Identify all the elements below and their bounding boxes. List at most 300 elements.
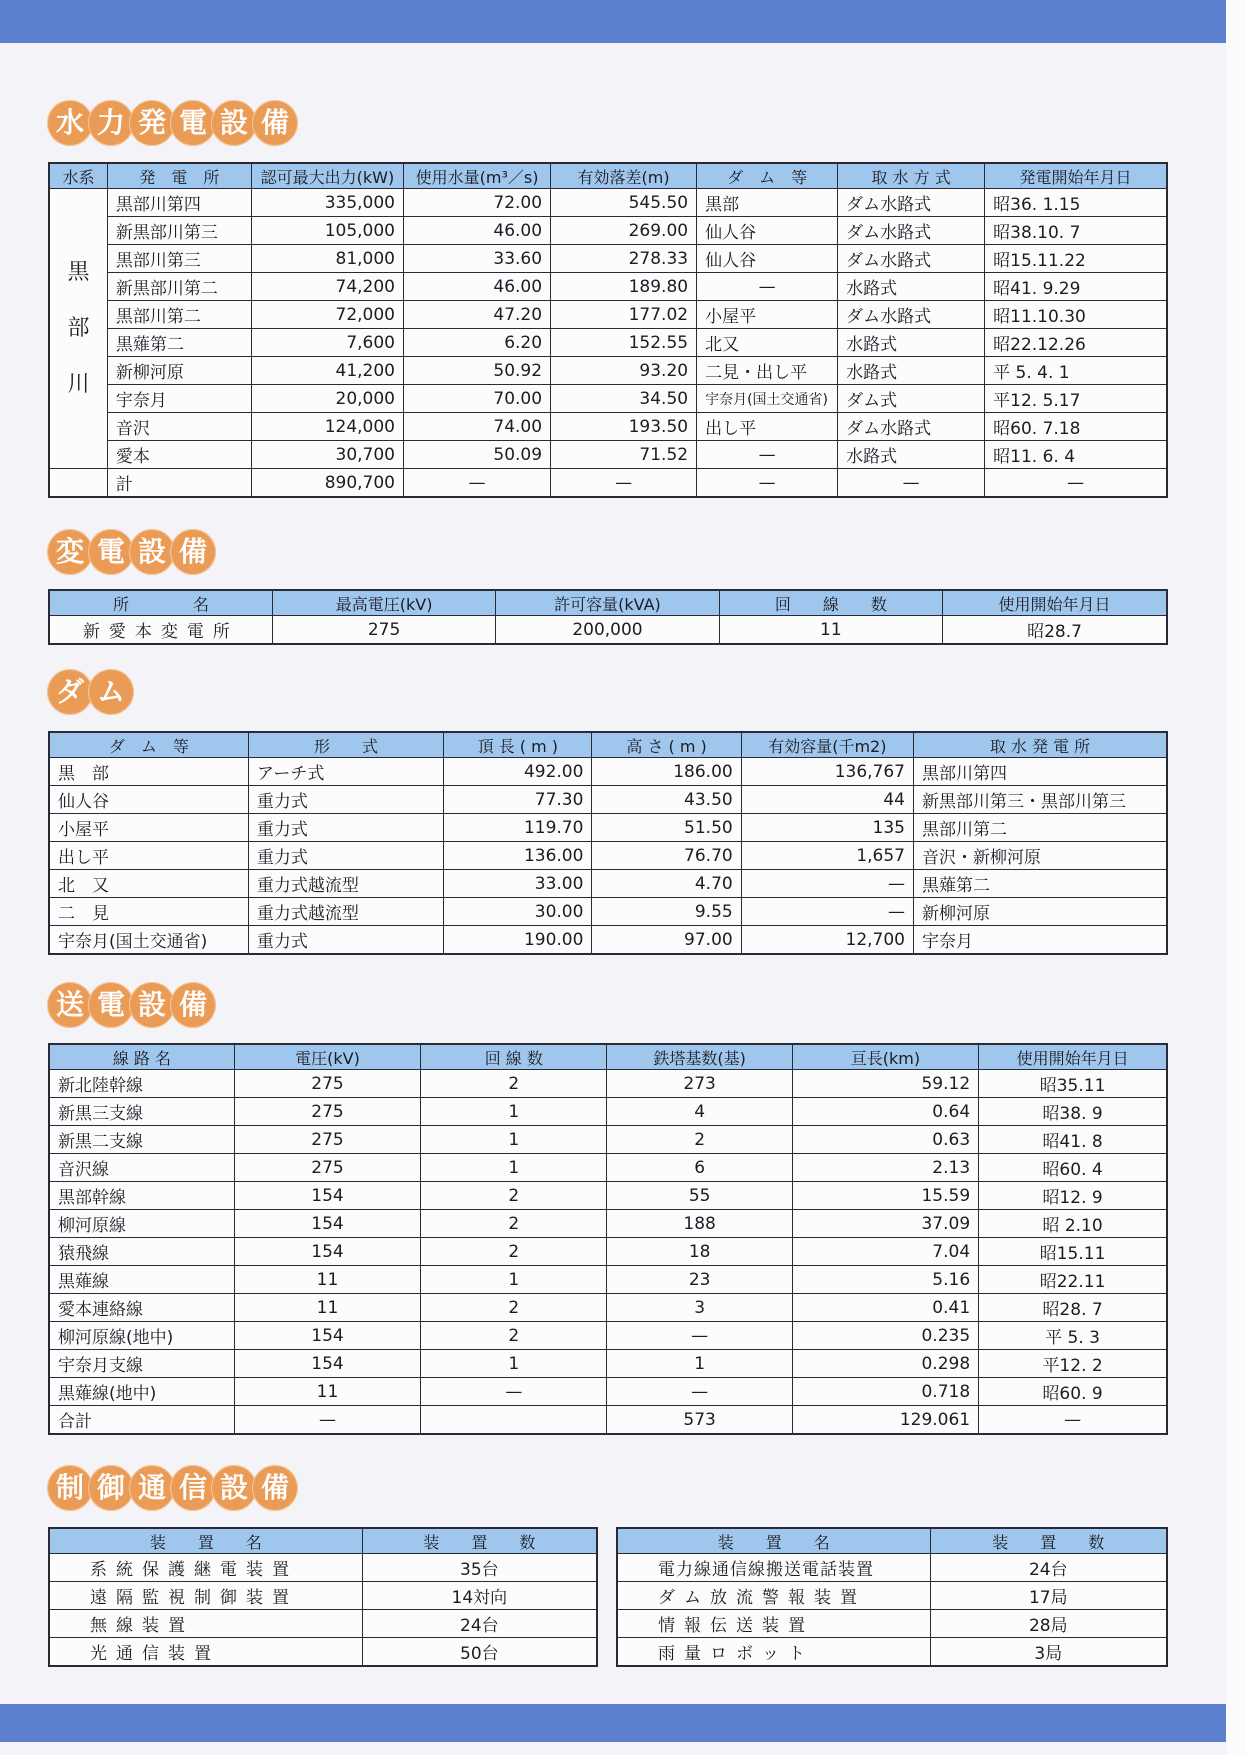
heading-char: 御 — [88, 1465, 134, 1511]
table-cell: 11 — [234, 1266, 420, 1294]
table-row — [49, 786, 1167, 814]
table-cell: 34.50 — [551, 385, 697, 413]
device-name-cell: ダム放流警報装置 — [617, 1582, 930, 1610]
table-cell: 200,000 — [496, 616, 719, 645]
table-row — [49, 1238, 1167, 1266]
table-cell: 51.50 — [592, 814, 741, 842]
heading-char: 電 — [88, 529, 134, 575]
table-cell: 愛本 — [107, 441, 251, 469]
table-cell: — — [741, 898, 913, 926]
table-row — [49, 273, 1167, 301]
table-row — [49, 1210, 1167, 1238]
table-cell: 出し平 — [697, 413, 838, 441]
transmission-section-heading — [47, 982, 211, 1032]
column-header: 取 水 発 電 所 — [914, 732, 1168, 758]
table-cell: 12,700 — [741, 926, 913, 955]
table-row — [49, 814, 1167, 842]
table-cell: 0.63 — [792, 1126, 978, 1154]
table-row — [49, 441, 1167, 469]
table-row — [49, 1638, 597, 1667]
table-cell: — — [985, 469, 1167, 498]
column-header: 最高電圧(kV) — [272, 590, 495, 616]
heading-char: 力 — [88, 100, 134, 146]
table-cell: — — [697, 441, 838, 469]
table-cell: 59.12 — [792, 1070, 978, 1098]
table-row — [617, 1554, 1167, 1582]
table-cell: 15.59 — [792, 1182, 978, 1210]
table-row — [49, 1554, 597, 1582]
table-cell: 昭60. 9 — [979, 1378, 1167, 1406]
table-cell: 黒部川第二 — [107, 301, 251, 329]
heading-char: 設 — [129, 982, 175, 1028]
table-cell: 音沢・新柳河原 — [914, 842, 1168, 870]
table-cell: 2 — [607, 1126, 792, 1154]
table-row — [49, 1266, 1167, 1294]
table-row — [49, 926, 1167, 955]
table-cell: 11 — [234, 1294, 420, 1322]
table-cell: ダム水路式 — [838, 245, 985, 273]
table-cell: 黒部川第四 — [107, 189, 251, 217]
table-cell: 昭36. 1.15 — [985, 189, 1167, 217]
table-cell: 仙人谷 — [697, 245, 838, 273]
water-system-char: 黒 — [67, 259, 90, 285]
table-row — [49, 898, 1167, 926]
table-cell: アーチ式 — [248, 758, 443, 786]
table-cell: 水路式 — [838, 357, 985, 385]
table-cell: — — [421, 1378, 607, 1406]
table-cell: 890,700 — [251, 469, 403, 498]
column-header: 発 電 所 — [107, 163, 251, 189]
table-cell: 昭41. 8 — [979, 1126, 1167, 1154]
table-cell: 1 — [421, 1098, 607, 1126]
table-cell: — — [838, 469, 985, 498]
table-cell: 154 — [234, 1322, 420, 1350]
table-row — [49, 1098, 1167, 1126]
heading-char: 送 — [47, 982, 93, 1028]
table-cell: 音沢線 — [49, 1154, 234, 1182]
column-header: 有効落差(m) — [551, 163, 697, 189]
table-cell: 平 5. 4. 1 — [985, 357, 1167, 385]
table-cell: 新黒部川第三 — [107, 217, 251, 245]
column-header: 回 線 数 — [421, 1044, 607, 1070]
table-cell: ダム水路式 — [838, 189, 985, 217]
table-cell: 335,000 — [251, 189, 403, 217]
control-table-right — [616, 1527, 1168, 1667]
table-row — [49, 357, 1167, 385]
table-cell: 154 — [234, 1210, 420, 1238]
heading-char: ダ — [47, 669, 93, 715]
table-cell: 重力式 — [248, 814, 443, 842]
table-cell: 黒薙第二 — [107, 329, 251, 357]
table-cell: 124,000 — [251, 413, 403, 441]
device-name-cell: 系統保護継電装置 — [49, 1554, 362, 1582]
table-cell: 41,200 — [251, 357, 403, 385]
substation-section-heading — [47, 529, 211, 579]
table-cell: 11 — [234, 1378, 420, 1406]
table-row — [49, 1582, 597, 1610]
column-header: 有効容量(千m2) — [741, 732, 913, 758]
table-cell: — — [979, 1406, 1167, 1435]
table-cell: 昭22.11 — [979, 1266, 1167, 1294]
table-cell: 9.55 — [592, 898, 741, 926]
table-cell: 昭60. 4 — [979, 1154, 1167, 1182]
table-cell: 72,000 — [251, 301, 403, 329]
table-row — [49, 469, 1167, 498]
table-cell: 出し平 — [49, 842, 248, 870]
table-cell: ダム水路式 — [838, 413, 985, 441]
table-cell: — — [607, 1378, 792, 1406]
table-row — [49, 385, 1167, 413]
bottom-band — [0, 1704, 1226, 1742]
table-row — [49, 1610, 597, 1638]
table-row — [617, 1638, 1167, 1667]
heading-char: 備 — [252, 100, 298, 146]
table-cell: 新北陸幹線 — [49, 1070, 234, 1098]
table-cell: 北又 — [697, 329, 838, 357]
table-cell: 昭 2.10 — [979, 1210, 1167, 1238]
water-system-char: 部 — [67, 315, 90, 341]
table-cell: 11 — [719, 616, 942, 645]
table-cell: 仙人谷 — [697, 217, 838, 245]
table-cell: 77.30 — [444, 786, 592, 814]
table-cell: 水路式 — [838, 273, 985, 301]
device-name-cell: 雨量ロボット — [617, 1638, 930, 1667]
table-cell: 275 — [234, 1098, 420, 1126]
table-cell: ダム水路式 — [838, 301, 985, 329]
table-cell: — — [607, 1322, 792, 1350]
table-cell: 新柳河原 — [107, 357, 251, 385]
table-cell: 昭11. 6. 4 — [985, 441, 1167, 469]
water-system-cell — [49, 469, 107, 498]
table-row — [49, 1406, 1167, 1435]
column-header: 使用開始年月日 — [979, 1044, 1167, 1070]
table-cell: 7.04 — [792, 1238, 978, 1266]
table-row — [49, 842, 1167, 870]
table-cell: 2.13 — [792, 1154, 978, 1182]
table-cell: 計 — [107, 469, 251, 498]
table-cell: 46.00 — [404, 273, 551, 301]
table-cell: 23 — [607, 1266, 792, 1294]
column-header: 形 式 — [248, 732, 443, 758]
table-row — [49, 1322, 1167, 1350]
table-row — [49, 1154, 1167, 1182]
table-cell: 宇奈月 — [107, 385, 251, 413]
table-cell: 柳河原線 — [49, 1210, 234, 1238]
table-cell: 55 — [607, 1182, 792, 1210]
dam-table — [48, 731, 1168, 955]
table-cell: 新黒部川第三・黒部川第三 — [914, 786, 1168, 814]
column-header: 所 名 — [49, 590, 272, 616]
column-header: 発電開始年月日 — [985, 163, 1167, 189]
table-cell: 18 — [607, 1238, 792, 1266]
table-cell: 190.00 — [444, 926, 592, 955]
table-cell: 20,000 — [251, 385, 403, 413]
device-name-cell: 遠隔監視制御装置 — [49, 1582, 362, 1610]
table-row — [49, 245, 1167, 273]
table-cell: 柳河原線(地中) — [49, 1322, 234, 1350]
column-header: 装 置 名 — [617, 1528, 930, 1554]
table-cell: 新黒部川第二 — [107, 273, 251, 301]
column-header: 鉄塔基数(基) — [607, 1044, 792, 1070]
heading-char: 信 — [170, 1465, 216, 1511]
table-row — [49, 189, 1167, 217]
heading-char: 備 — [170, 982, 216, 1028]
table-cell: 0.718 — [792, 1378, 978, 1406]
table-cell: 573 — [607, 1406, 792, 1435]
heading-char: 電 — [88, 982, 134, 1028]
device-count-cell: 17局 — [930, 1582, 1167, 1610]
table-cell: 97.00 — [592, 926, 741, 955]
table-cell: — — [697, 469, 838, 498]
table-cell: 1 — [421, 1350, 607, 1378]
table-cell: 合計 — [49, 1406, 234, 1435]
device-name-cell: 情報伝送装置 — [617, 1610, 930, 1638]
table-cell: 50.92 — [404, 357, 551, 385]
table-cell: 193.50 — [551, 413, 697, 441]
table-cell: 仙人谷 — [49, 786, 248, 814]
table-cell: 新黒二支線 — [49, 1126, 234, 1154]
table-cell: ダム水路式 — [838, 217, 985, 245]
table-cell: 136,767 — [741, 758, 913, 786]
heading-char: 設 — [211, 100, 257, 146]
table-row — [49, 217, 1167, 245]
table-cell: 37.09 — [792, 1210, 978, 1238]
table-cell: 74.00 — [404, 413, 551, 441]
column-header: 頂 長 ( m ) — [444, 732, 592, 758]
table-cell: 30.00 — [444, 898, 592, 926]
table-cell: 188 — [607, 1210, 792, 1238]
device-count-cell: 14対向 — [362, 1582, 597, 1610]
heading-char: 備 — [170, 529, 216, 575]
table-cell: 水路式 — [838, 441, 985, 469]
table-cell: 黒部川第二 — [914, 814, 1168, 842]
table-cell: 1,657 — [741, 842, 913, 870]
table-row — [49, 1350, 1167, 1378]
table-cell: 275 — [234, 1126, 420, 1154]
table-cell: ダム式 — [838, 385, 985, 413]
table-cell: 昭12. 9 — [979, 1182, 1167, 1210]
table-cell: 492.00 — [444, 758, 592, 786]
table-cell: 黒薙第二 — [914, 870, 1168, 898]
table-cell: 1 — [421, 1154, 607, 1182]
table-cell: 0.41 — [792, 1294, 978, 1322]
table-cell: 重力式越流型 — [248, 870, 443, 898]
table-cell: 154 — [234, 1238, 420, 1266]
column-header: 許可容量(kVA) — [496, 590, 719, 616]
table-cell: 119.70 — [444, 814, 592, 842]
table-cell: 545.50 — [551, 189, 697, 217]
table-cell: 33.60 — [404, 245, 551, 273]
table-cell: 昭11.10.30 — [985, 301, 1167, 329]
table-cell: 30,700 — [251, 441, 403, 469]
table-row — [49, 616, 1167, 645]
table-cell: 小屋平 — [697, 301, 838, 329]
heading-char: 制 — [47, 1465, 93, 1511]
table-row — [49, 870, 1167, 898]
table-cell: 129.061 — [792, 1406, 978, 1435]
table-cell: 2 — [421, 1238, 607, 1266]
table-cell: 0.298 — [792, 1350, 978, 1378]
table-row — [617, 1582, 1167, 1610]
column-header: 取 水 方 式 — [838, 163, 985, 189]
table-cell: 重力式 — [248, 926, 443, 955]
table-cell: 0.64 — [792, 1098, 978, 1126]
table-cell: 0.235 — [792, 1322, 978, 1350]
column-header: 装 置 数 — [930, 1528, 1167, 1554]
device-name-cell: 光通信装置 — [49, 1638, 362, 1667]
device-count-cell: 3局 — [930, 1638, 1167, 1667]
column-header: 認可最大出力(kW) — [251, 163, 403, 189]
table-cell: 重力式 — [248, 786, 443, 814]
table-cell: 7,600 — [251, 329, 403, 357]
device-count-cell: 28局 — [930, 1610, 1167, 1638]
table-cell: 小屋平 — [49, 814, 248, 842]
table-cell: 黒部 — [697, 189, 838, 217]
table-cell: 1 — [421, 1266, 607, 1294]
table-cell: 273 — [607, 1070, 792, 1098]
table-cell: 2 — [421, 1322, 607, 1350]
column-header: 線 路 名 — [49, 1044, 234, 1070]
table-cell: — — [551, 469, 697, 498]
table-cell: 昭38.10. 7 — [985, 217, 1167, 245]
table-cell: 宇奈月(国土交通省) — [49, 926, 248, 955]
table-row — [49, 1182, 1167, 1210]
table-cell: 50.09 — [404, 441, 551, 469]
table-cell: 186.00 — [592, 758, 741, 786]
table-cell: 新愛本変電所 — [49, 616, 272, 645]
hydro-section-heading — [47, 100, 293, 150]
heading-char: 発 — [129, 100, 175, 146]
table-cell: 177.02 — [551, 301, 697, 329]
table-row — [49, 1070, 1167, 1098]
table-cell: 昭15.11.22 — [985, 245, 1167, 273]
heading-char: 通 — [129, 1465, 175, 1511]
column-header: 亘長(km) — [792, 1044, 978, 1070]
table-cell: — — [234, 1406, 420, 1435]
table-cell: 昭15.11 — [979, 1238, 1167, 1266]
table-cell: 2 — [421, 1182, 607, 1210]
table-cell: 3 — [607, 1294, 792, 1322]
table-cell: 154 — [234, 1350, 420, 1378]
table-row — [49, 1378, 1167, 1406]
table-cell — [421, 1406, 607, 1435]
table-cell: 93.20 — [551, 357, 697, 385]
water-system-cell — [49, 189, 107, 469]
table-cell: 宇奈月 — [914, 926, 1168, 955]
control-table-left — [48, 1527, 598, 1667]
table-cell: 74,200 — [251, 273, 403, 301]
heading-char: ム — [88, 669, 134, 715]
table-cell: 81,000 — [251, 245, 403, 273]
top-band — [0, 0, 1226, 43]
device-count-cell: 50台 — [362, 1638, 597, 1667]
table-cell: 昭35.11 — [979, 1070, 1167, 1098]
table-cell: 平12. 2 — [979, 1350, 1167, 1378]
table-cell: 愛本連絡線 — [49, 1294, 234, 1322]
substation-table — [48, 589, 1168, 645]
table-cell: 昭28. 7 — [979, 1294, 1167, 1322]
dam-section-heading — [47, 669, 129, 719]
table-cell: 昭22.12.26 — [985, 329, 1167, 357]
table-cell: 4.70 — [592, 870, 741, 898]
table-cell: 135 — [741, 814, 913, 842]
table-cell: 70.00 — [404, 385, 551, 413]
table-cell: 平 5. 3 — [979, 1322, 1167, 1350]
table-cell: 5.16 — [792, 1266, 978, 1294]
table-cell: 黒薙線(地中) — [49, 1378, 234, 1406]
table-cell: 新黒三支線 — [49, 1098, 234, 1126]
table-cell: 275 — [234, 1154, 420, 1182]
table-cell: 宇奈月(国土交通省) — [697, 385, 838, 413]
column-header: ダ ム 等 — [697, 163, 838, 189]
device-name-cell: 無線装置 — [49, 1610, 362, 1638]
table-cell: 黒薙線 — [49, 1266, 234, 1294]
table-cell: 278.33 — [551, 245, 697, 273]
table-cell: 105,000 — [251, 217, 403, 245]
device-count-cell: 24台 — [930, 1554, 1167, 1582]
table-cell: 269.00 — [551, 217, 697, 245]
table-cell: 2 — [421, 1210, 607, 1238]
table-cell: 昭60. 7.18 — [985, 413, 1167, 441]
table-cell: 76.70 — [592, 842, 741, 870]
heading-char: 設 — [211, 1465, 257, 1511]
table-cell: 黒 部 — [49, 758, 248, 786]
heading-char: 電 — [170, 100, 216, 146]
device-count-cell: 35台 — [362, 1554, 597, 1582]
table-row — [49, 1294, 1167, 1322]
transmission-table — [48, 1043, 1168, 1435]
column-header: 水系 — [49, 163, 107, 189]
table-cell: 宇奈月支線 — [49, 1350, 234, 1378]
table-cell: 北 又 — [49, 870, 248, 898]
table-cell: 4 — [607, 1098, 792, 1126]
table-row — [49, 413, 1167, 441]
table-cell: 重力式 — [248, 842, 443, 870]
table-cell: — — [697, 273, 838, 301]
table-cell: 黒部川第三 — [107, 245, 251, 273]
table-cell: 275 — [272, 616, 495, 645]
table-cell: 昭28.7 — [943, 616, 1167, 645]
heading-char: 変 — [47, 529, 93, 575]
table-row — [49, 301, 1167, 329]
table-cell: 二 見 — [49, 898, 248, 926]
page-edge — [1226, 0, 1245, 1755]
table-cell: 音沢 — [107, 413, 251, 441]
table-cell: 猿飛線 — [49, 1238, 234, 1266]
table-cell: 6.20 — [404, 329, 551, 357]
table-cell: 水路式 — [838, 329, 985, 357]
table-cell: 2 — [421, 1070, 607, 1098]
column-header: 使用水量(m³／s) — [404, 163, 551, 189]
column-header: 高 さ ( m ) — [592, 732, 741, 758]
table-cell: 46.00 — [404, 217, 551, 245]
table-cell: 1 — [421, 1126, 607, 1154]
table-cell: 昭41. 9.29 — [985, 273, 1167, 301]
column-header: 装 置 数 — [362, 1528, 597, 1554]
table-cell: — — [404, 469, 551, 498]
table-cell: 154 — [234, 1182, 420, 1210]
hydro-table — [48, 162, 1168, 498]
table-cell: 1 — [607, 1350, 792, 1378]
table-cell: 152.55 — [551, 329, 697, 357]
table-row — [49, 329, 1167, 357]
table-cell: — — [741, 870, 913, 898]
table-cell: 72.00 — [404, 189, 551, 217]
column-header: 電圧(kV) — [234, 1044, 420, 1070]
column-header: ダ ム 等 — [49, 732, 248, 758]
table-cell: 136.00 — [444, 842, 592, 870]
table-cell: 33.00 — [444, 870, 592, 898]
